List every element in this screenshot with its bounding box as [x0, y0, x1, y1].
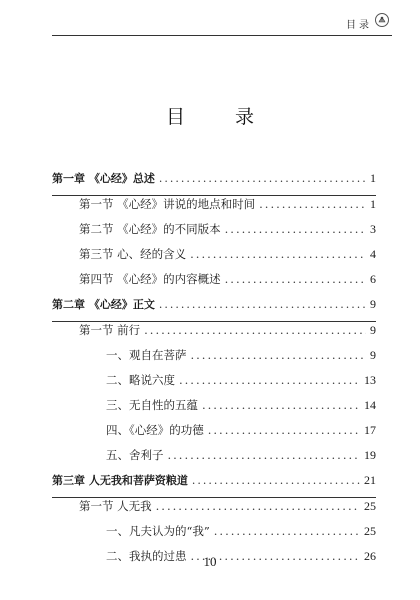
- toc-entry-label: 第一节 《心经》讲说的地点和时间: [79, 197, 256, 211]
- toc-entry-page: 9: [370, 297, 376, 311]
- toc-entry-label: 第三章 人无我和菩萨资粮道: [52, 474, 188, 487]
- toc-section-entry[interactable]: [52, 246, 376, 271]
- toc-subsection-entry[interactable]: [52, 372, 376, 397]
- ornament-icon: [374, 12, 390, 28]
- toc-section-entry[interactable]: [52, 221, 376, 246]
- toc-entry-label: 第二节 《心经》的不同版本: [79, 222, 221, 236]
- page-title: 目 录: [165, 106, 277, 128]
- toc-dot-leader: [144, 323, 366, 337]
- toc-entry-label: 第一节 前行: [79, 323, 141, 337]
- toc-dot-leader: [159, 172, 366, 185]
- toc-entry-label: 第四节 《心经》的内容概述: [79, 272, 221, 286]
- toc-dot-leader: [168, 448, 361, 462]
- toc-entry-label: 二、略说六度: [106, 373, 175, 387]
- toc-subsection-entry[interactable]: [52, 447, 376, 472]
- toc-dot-leader: [214, 524, 360, 538]
- toc-entry-label: 二、我执的过患: [106, 549, 187, 563]
- toc-dot-leader: [225, 272, 366, 286]
- toc-subsection-entry[interactable]: [52, 397, 376, 422]
- toc-entry-page: 1: [370, 171, 376, 185]
- toc-entry-label: 四、《心经》的功德: [106, 423, 204, 437]
- toc-entry-page: 25: [364, 524, 376, 538]
- toc-entry-label: 三、无自性的五蕴: [106, 398, 198, 412]
- toc-chapter-entry[interactable]: [52, 472, 376, 498]
- toc-entry-label: 第三节 心、经的含义: [79, 247, 187, 261]
- toc-entry-page: 21: [364, 473, 376, 487]
- toc-chapter-entry[interactable]: [52, 296, 376, 322]
- toc-entry-page: 17: [364, 423, 376, 437]
- toc-entry-page: 4: [370, 247, 376, 261]
- toc-dot-leader: [159, 298, 366, 311]
- toc-entry-page: 25: [364, 499, 376, 513]
- toc-section-entry[interactable]: [52, 498, 376, 523]
- toc-chapter-entry[interactable]: [52, 170, 376, 196]
- toc-entry-label: 一、凡夫认为的“我”: [106, 524, 210, 538]
- toc-entry-page: 9: [370, 348, 376, 362]
- toc-dot-leader: [259, 197, 366, 211]
- toc-entry-label: 五、舍利子: [106, 448, 164, 462]
- toc-entry-page: 14: [364, 398, 376, 412]
- header-rule: [52, 35, 392, 36]
- toc-dot-leader: [208, 423, 360, 437]
- toc-section-entry[interactable]: [52, 271, 376, 296]
- toc-entry-label: 第二章 《心经》正文: [52, 298, 155, 311]
- toc-entry-page: 6: [370, 272, 376, 286]
- toc-dot-leader: [156, 499, 360, 513]
- toc-dot-leader: [190, 247, 366, 261]
- toc-dot-leader: [191, 348, 367, 362]
- toc-dot-leader: [225, 222, 366, 236]
- toc-entry-page: 13: [364, 373, 376, 387]
- toc-dot-leader: [202, 398, 360, 412]
- toc-subsection-entry[interactable]: [52, 422, 376, 447]
- table-of-contents: [52, 170, 376, 573]
- toc-subsection-entry[interactable]: [52, 523, 376, 548]
- toc-subsection-entry[interactable]: [52, 347, 376, 372]
- toc-entry-page: 19: [364, 448, 376, 462]
- toc-entry-page: 9: [370, 323, 376, 337]
- toc-entry-label: 一、观自在菩萨: [106, 348, 187, 362]
- toc-entry-page: 1: [370, 197, 376, 211]
- toc-dot-leader: [192, 474, 360, 487]
- toc-entry-label: 第一章 《心经》总述: [52, 172, 155, 185]
- page-number: 10: [203, 554, 217, 569]
- toc-section-entry[interactable]: [52, 196, 376, 221]
- toc-section-entry[interactable]: [52, 322, 376, 347]
- toc-entry-label: 第一节 人无我: [79, 499, 152, 513]
- toc-entry-page: 3: [370, 222, 376, 236]
- toc-entry-page: 26: [364, 549, 376, 563]
- running-title: 目录: [346, 20, 372, 31]
- toc-dot-leader: [179, 373, 360, 387]
